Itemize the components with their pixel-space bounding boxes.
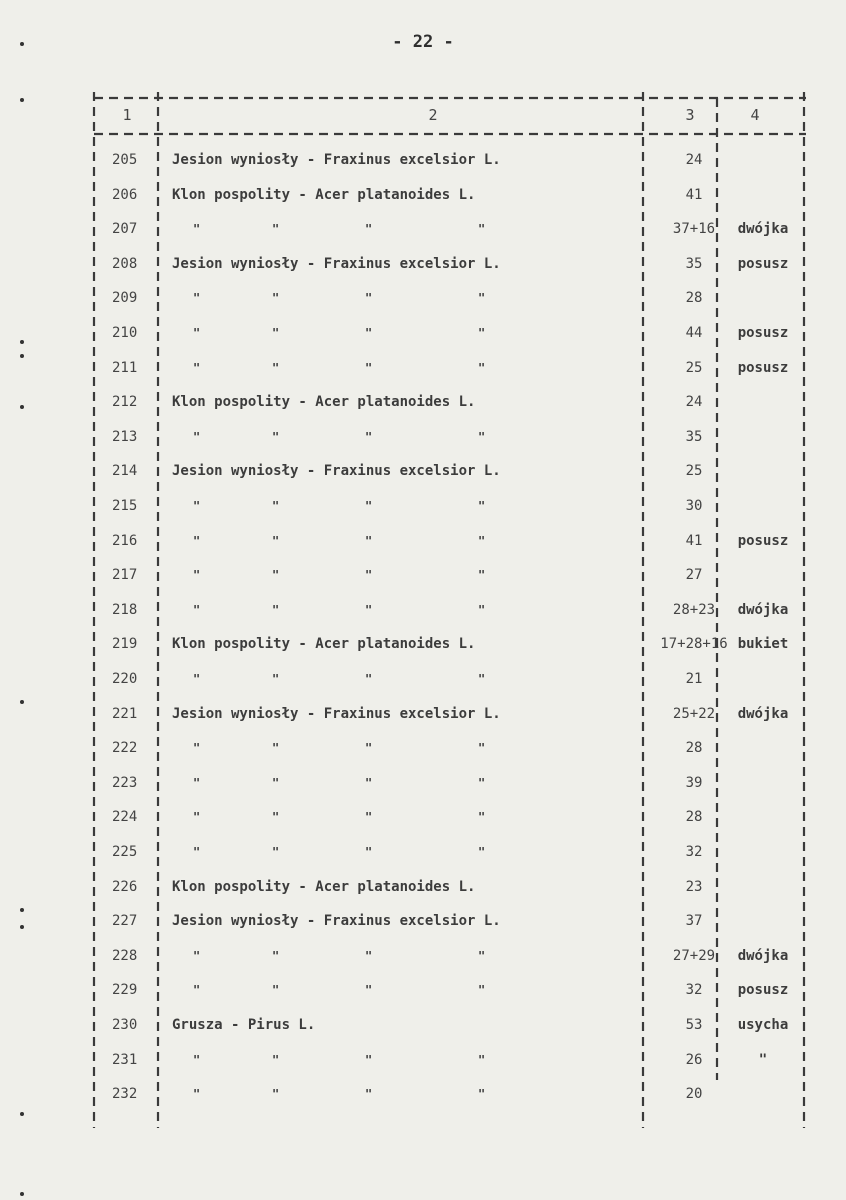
species-name: Klon pospolity - Acer platanoides L. <box>172 186 476 203</box>
table-row <box>0 461 846 495</box>
trunk-size: 24 <box>685 152 703 168</box>
table-row <box>0 600 846 634</box>
ditto-mark: " <box>272 983 280 998</box>
trunk-size: 32 <box>685 982 703 999</box>
species-name: Klon pospolity - Acer platanoides L. <box>172 878 476 895</box>
species-name: Jesion wyniosły - Fraxinus excelsior L. <box>172 463 501 480</box>
trunk-size: 25 <box>685 359 703 376</box>
row-number: 214 <box>112 463 138 480</box>
table-row <box>0 1050 846 1084</box>
ditto-mark: " <box>193 291 201 306</box>
ditto-mark: " <box>272 291 280 306</box>
ditto-mark: " <box>365 222 373 237</box>
ditto-mark: " <box>193 672 201 686</box>
ditto-mark: " <box>193 533 201 548</box>
row-number: 219 <box>112 636 138 653</box>
species-name: Jesion wyniosły - Fraxinus excelsior L. <box>172 705 501 722</box>
ditto-mark: " <box>193 810 201 825</box>
ditto-mark: " <box>272 568 280 583</box>
trunk-size: 41 <box>685 186 703 203</box>
remark: posusz <box>737 325 789 341</box>
ditto-mark: " <box>193 429 201 444</box>
species-name: Klon pospolity - Acer platanoides L. <box>172 636 476 653</box>
ditto-mark: " <box>272 672 280 686</box>
trunk-size: 37+16 <box>672 221 716 238</box>
remark: dwójka <box>737 947 789 964</box>
table-row <box>0 496 846 530</box>
remark: dwójka <box>737 601 789 618</box>
header-col-1: 1 <box>122 106 132 124</box>
remark: dwójka <box>737 221 789 238</box>
trunk-size: 27+29 <box>672 947 716 964</box>
ditto-mark: " <box>193 568 201 583</box>
row-number: 215 <box>112 498 138 514</box>
ditto-mark: " <box>272 775 280 790</box>
table-row <box>0 219 846 253</box>
ditto-mark: " <box>272 1052 280 1067</box>
table-row <box>0 185 846 219</box>
ditto-mark: " <box>365 741 373 756</box>
trunk-size: 27 <box>685 567 703 584</box>
row-number: 232 <box>112 1086 138 1103</box>
remark: posusz <box>737 532 789 549</box>
trunk-size: 28+23 <box>672 601 716 618</box>
ditto-mark: " <box>365 845 373 859</box>
species-name: Klon pospolity - Acer platanoides L. <box>172 394 476 411</box>
ditto-mark: " <box>272 948 280 963</box>
ditto-mark: " <box>272 222 280 237</box>
ditto-mark: " <box>193 948 201 963</box>
ditto-mark: " <box>193 326 201 340</box>
remark: posusz <box>737 982 789 999</box>
trunk-size: 35 <box>685 255 703 272</box>
species-name: Jesion wyniosły - Fraxinus excelsior L. <box>172 913 501 930</box>
row-number: 217 <box>112 567 138 584</box>
row-number: 229 <box>112 982 138 999</box>
ditto-mark: " <box>365 810 373 825</box>
ditto-mark: " <box>193 983 201 998</box>
header-col-4: 4 <box>750 106 760 124</box>
table-row <box>0 531 846 565</box>
table-row <box>0 911 846 945</box>
row-number: 223 <box>112 774 138 791</box>
ditto-mark: " <box>193 222 201 237</box>
table-row <box>0 150 846 184</box>
ditto-mark: " <box>365 775 373 790</box>
ditto-mark: " <box>193 775 201 790</box>
trunk-size: 25+22 <box>672 705 716 722</box>
row-number: 207 <box>112 221 138 238</box>
table-row <box>0 288 846 322</box>
table-row <box>0 358 846 392</box>
table-row <box>0 842 846 876</box>
page-number: - 22 - <box>392 32 454 52</box>
ditto-mark: " <box>365 326 373 340</box>
ditto-mark: " <box>365 291 373 306</box>
ditto-mark: " <box>478 983 486 998</box>
row-number: 221 <box>112 705 138 722</box>
table-row <box>0 1015 846 1049</box>
trunk-size: 28 <box>685 740 703 757</box>
ditto-mark: " <box>193 845 201 859</box>
trunk-size: 39 <box>685 774 703 791</box>
table-row <box>0 773 846 807</box>
table-row <box>0 323 846 357</box>
table-row <box>0 946 846 980</box>
ditto-mark: " <box>272 1087 280 1102</box>
row-number: 211 <box>112 359 138 376</box>
row-number: 208 <box>112 255 138 272</box>
remark: " <box>758 1051 768 1068</box>
row-number: 230 <box>112 1017 138 1033</box>
row-number: 218 <box>112 601 138 618</box>
trunk-size: 25 <box>685 463 703 480</box>
table-row <box>0 877 846 911</box>
table-row <box>0 738 846 772</box>
ditto-mark: " <box>193 1087 201 1102</box>
ditto-mark: " <box>272 429 280 444</box>
ditto-mark: " <box>193 360 201 375</box>
table-row <box>0 565 846 599</box>
ditto-mark: " <box>478 568 486 583</box>
trunk-size: 28 <box>685 809 703 826</box>
ditto-mark: " <box>272 845 280 859</box>
table-row <box>0 980 846 1014</box>
remark: bukiet <box>737 636 789 653</box>
ditto-mark: " <box>272 602 280 617</box>
ditto-mark: " <box>478 741 486 756</box>
trunk-size: 37 <box>685 913 703 930</box>
row-number: 225 <box>112 844 138 860</box>
row-number: 209 <box>112 290 138 307</box>
row-number: 228 <box>112 947 138 964</box>
trunk-size: 23 <box>685 878 703 895</box>
ditto-mark: " <box>478 222 486 237</box>
ditto-mark: " <box>478 775 486 790</box>
ditto-mark: " <box>478 533 486 548</box>
ditto-mark: " <box>478 499 486 513</box>
ditto-mark: " <box>478 810 486 825</box>
table-row <box>0 254 846 288</box>
trunk-size: 41 <box>685 532 703 549</box>
trunk-size: 17+28+16 <box>660 636 728 653</box>
ditto-mark: " <box>365 429 373 444</box>
row-number: 210 <box>112 325 138 341</box>
ditto-mark: " <box>193 1052 201 1067</box>
ditto-mark: " <box>365 602 373 617</box>
trunk-size: 28 <box>685 290 703 307</box>
ditto-mark: " <box>478 291 486 306</box>
row-number: 206 <box>112 186 138 203</box>
trunk-size: 21 <box>685 671 703 687</box>
header-col-2: 2 <box>428 106 438 124</box>
row-number: 212 <box>112 394 138 411</box>
ditto-mark: " <box>272 533 280 548</box>
ditto-mark: " <box>478 1052 486 1067</box>
ditto-mark: " <box>365 360 373 375</box>
ditto-mark: " <box>365 948 373 963</box>
row-number: 227 <box>112 913 138 930</box>
trunk-size: 26 <box>685 1051 703 1068</box>
species-name: Grusza - Pirus L. <box>172 1017 316 1033</box>
ditto-mark: " <box>478 845 486 859</box>
row-number: 222 <box>112 740 138 757</box>
species-name: Jesion wyniosły - Fraxinus excelsior L. <box>172 255 501 272</box>
header-col-3: 3 <box>685 106 695 124</box>
table-row <box>0 427 846 461</box>
ditto-mark: " <box>365 1087 373 1102</box>
table-row <box>0 392 846 426</box>
row-number: 224 <box>112 809 138 826</box>
table-row <box>0 1084 846 1118</box>
ditto-mark: " <box>478 602 486 617</box>
ditto-mark: " <box>478 672 486 686</box>
ditto-mark: " <box>193 499 201 513</box>
row-number: 213 <box>112 428 138 445</box>
table-row <box>0 807 846 841</box>
ditto-mark: " <box>365 568 373 583</box>
ditto-mark: " <box>272 741 280 756</box>
remark: usycha <box>737 1017 789 1033</box>
ditto-mark: " <box>272 326 280 340</box>
trunk-size: 20 <box>685 1086 703 1103</box>
table-row <box>0 704 846 738</box>
ditto-mark: " <box>193 602 201 617</box>
ditto-mark: " <box>272 810 280 825</box>
trunk-size: 24 <box>685 394 703 411</box>
ditto-mark: " <box>365 499 373 513</box>
ditto-mark: " <box>478 948 486 963</box>
trunk-size: 35 <box>685 428 703 445</box>
remark: posusz <box>737 255 789 272</box>
ditto-mark: " <box>193 741 201 756</box>
ditto-mark: " <box>478 326 486 340</box>
row-number: 226 <box>112 878 138 895</box>
trunk-size: 44 <box>685 325 703 341</box>
ditto-mark: " <box>365 1052 373 1067</box>
ditto-mark: " <box>365 983 373 998</box>
row-number: 205 <box>112 152 138 168</box>
trunk-size: 32 <box>685 844 703 860</box>
ditto-mark: " <box>365 533 373 548</box>
row-number: 220 <box>112 671 138 687</box>
remark: posusz <box>737 359 789 376</box>
row-number: 216 <box>112 532 138 549</box>
ditto-mark: " <box>478 1087 486 1102</box>
table-row <box>0 669 846 703</box>
remark: dwójka <box>737 705 789 722</box>
ditto-mark: " <box>478 360 486 375</box>
ditto-mark: " <box>478 429 486 444</box>
row-number: 231 <box>112 1051 138 1068</box>
trunk-size: 53 <box>685 1017 703 1033</box>
ditto-mark: " <box>365 672 373 686</box>
table-row <box>0 634 846 668</box>
ditto-mark: " <box>272 499 280 513</box>
species-name: Jesion wyniosły - Fraxinus excelsior L. <box>172 152 501 168</box>
trunk-size: 30 <box>685 498 703 514</box>
ditto-mark: " <box>272 360 280 375</box>
